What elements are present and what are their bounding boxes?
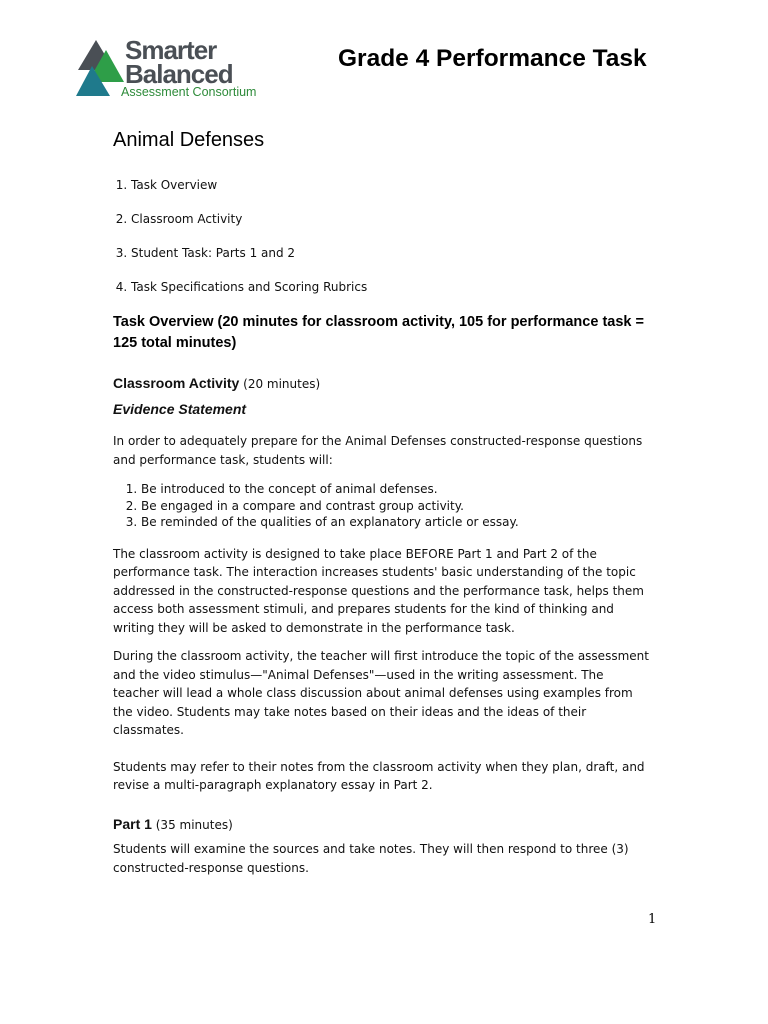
- logo-tagline: Assessment Consortium: [121, 85, 257, 99]
- classroom-activity-paragraph: During the classroom activity, the teacher will first introduce the topic of the assessment and the video stimulus—"Animal Defenses"—used in the writing assessment. The teacher will lead a whole class discussion about animal defenses using examples from the video. Students may take notes based on their ideas and the ideas of their classmates.: [113, 649, 649, 737]
- page-number: 1: [648, 912, 657, 927]
- logo-word-smarter: Smarter: [125, 35, 217, 65]
- logo-triangles-icon: [76, 36, 126, 98]
- evidence-list: [113, 481, 653, 531]
- evidence-item: 1. Be introduced to the concept of animal defenses.: [141, 481, 653, 498]
- classroom-activity-duration: (20 minutes): [243, 377, 321, 391]
- classroom-activity-heading-line: [113, 374, 653, 394]
- table-of-contents: [113, 176, 653, 297]
- evidence-item: 3. Be reminded of the qualities of an explanatory article or essay.: [141, 514, 653, 531]
- task-overview-heading: Task Overview (20 minutes for classroom activity, 105 for performance task = 125 total minutes): [113, 314, 644, 351]
- toc-item: 3. Student Task: Parts 1 and 2: [131, 244, 653, 263]
- classroom-activity-paragraph: Students may refer to their notes from the classroom activity when they plan, draft, and revise a multi-paragraph explanatory essay in Part 2.: [113, 759, 645, 792]
- evidence-intro: In order to adequately prepare for the Animal Defenses constructed-response questions and performance task, students will:: [113, 434, 643, 467]
- logo-word-balanced: Balanced: [125, 59, 233, 89]
- part1-duration: (35 minutes): [155, 817, 233, 832]
- smarter-balanced-logo: [76, 36, 266, 102]
- document-body: [113, 126, 653, 887]
- classroom-activity-heading: Classroom Activity: [113, 375, 240, 391]
- classroom-activity-paragraph: The classroom activity is designed to take place BEFORE Part 1 and Part 2 of the performance task. The interaction increases students' basic understanding of the topic addressed in the constructed-response questions and the performance task, helps them access both assessment stimuli, and prepares students for the kind of thinking and writing they will be asked to demonstrate in the performance task.: [113, 546, 644, 635]
- document-title: Grade 4 Performance Task: [338, 45, 647, 72]
- toc-item: 4. Task Specifications and Scoring Rubrics: [131, 278, 653, 297]
- toc-item: 2. Classroom Activity: [131, 210, 653, 229]
- part1-heading: Part 1: [113, 815, 152, 832]
- evidence-statement-heading: Evidence Statement: [113, 400, 247, 417]
- part1-heading-line: [113, 815, 653, 835]
- section-title: Animal Defenses: [113, 129, 265, 151]
- evidence-item: 2. Be engaged in a compare and contrast group activity.: [141, 498, 653, 515]
- part1-paragraph: Students will examine the sources and take notes. They will then respond to three (3) constructed-response questions.: [113, 842, 629, 875]
- toc-item: 1. Task Overview: [131, 176, 653, 195]
